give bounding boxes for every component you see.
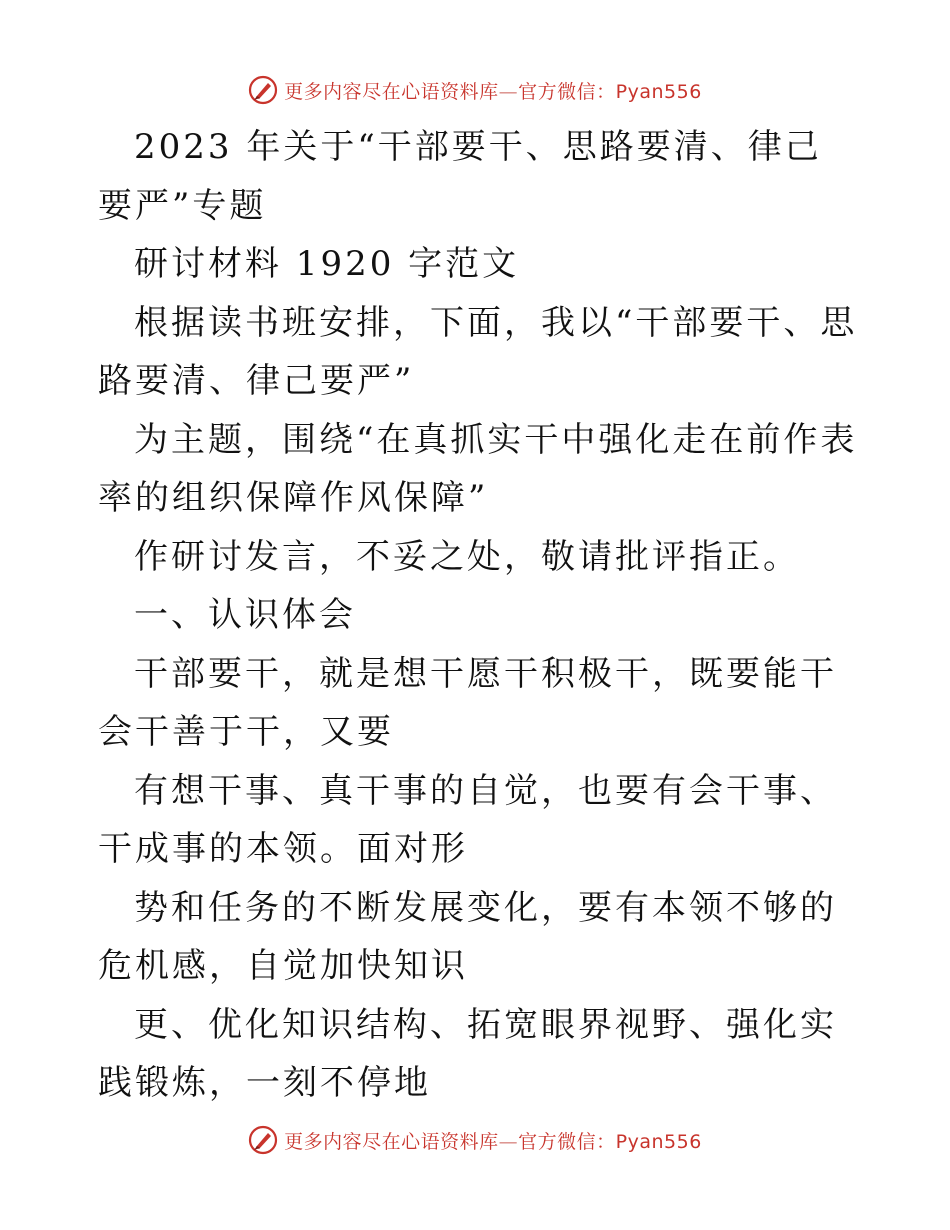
footer-banner (0, 1120, 950, 1160)
document-body (98, 118, 858, 1113)
header-banner-text: 更多内容尽在心语资料库—官方微信：Pyan556 (284, 80, 702, 103)
paragraph: 干部要干，就是想干愿干积极干，既要能干会干善于干，又要 (98, 653, 837, 752)
paragraph: 为主题，围绕“在真抓实干中强化走在前作表率的组织保障作风保障” (98, 419, 858, 518)
footer-banner-text: 更多内容尽在心语资料库—官方微信：Pyan556 (284, 1130, 702, 1153)
pen-circle-logo-icon (248, 1125, 278, 1155)
paragraph: 更、优化知识结构、拓宽眼界视野、强化实践锻炼，一刻不停地 (98, 1004, 837, 1103)
section-heading: 一、认识体会 (134, 595, 356, 635)
paragraph: 作研讨发言，不妥之处，敬请批评指正。 (134, 536, 800, 577)
document-subtitle: 研讨材料 1920 字范文 (134, 244, 520, 284)
paragraph: 势和任务的不断发展变化，要有本领不够的危机感，自觉加快知识 (98, 887, 837, 986)
header-banner (0, 70, 950, 110)
pen-circle-logo-icon (248, 75, 278, 105)
document-title: 2023 年关于“干部要干、思路要清、律己要严”专题 (98, 127, 822, 226)
paragraph: 根据读书班安排，下面，我以“干部要干、思路要清、律己要严” (98, 302, 858, 401)
paragraph: 有想干事、真干事的自觉，也要有会干事、干成事的本领。面对形 (98, 770, 837, 869)
